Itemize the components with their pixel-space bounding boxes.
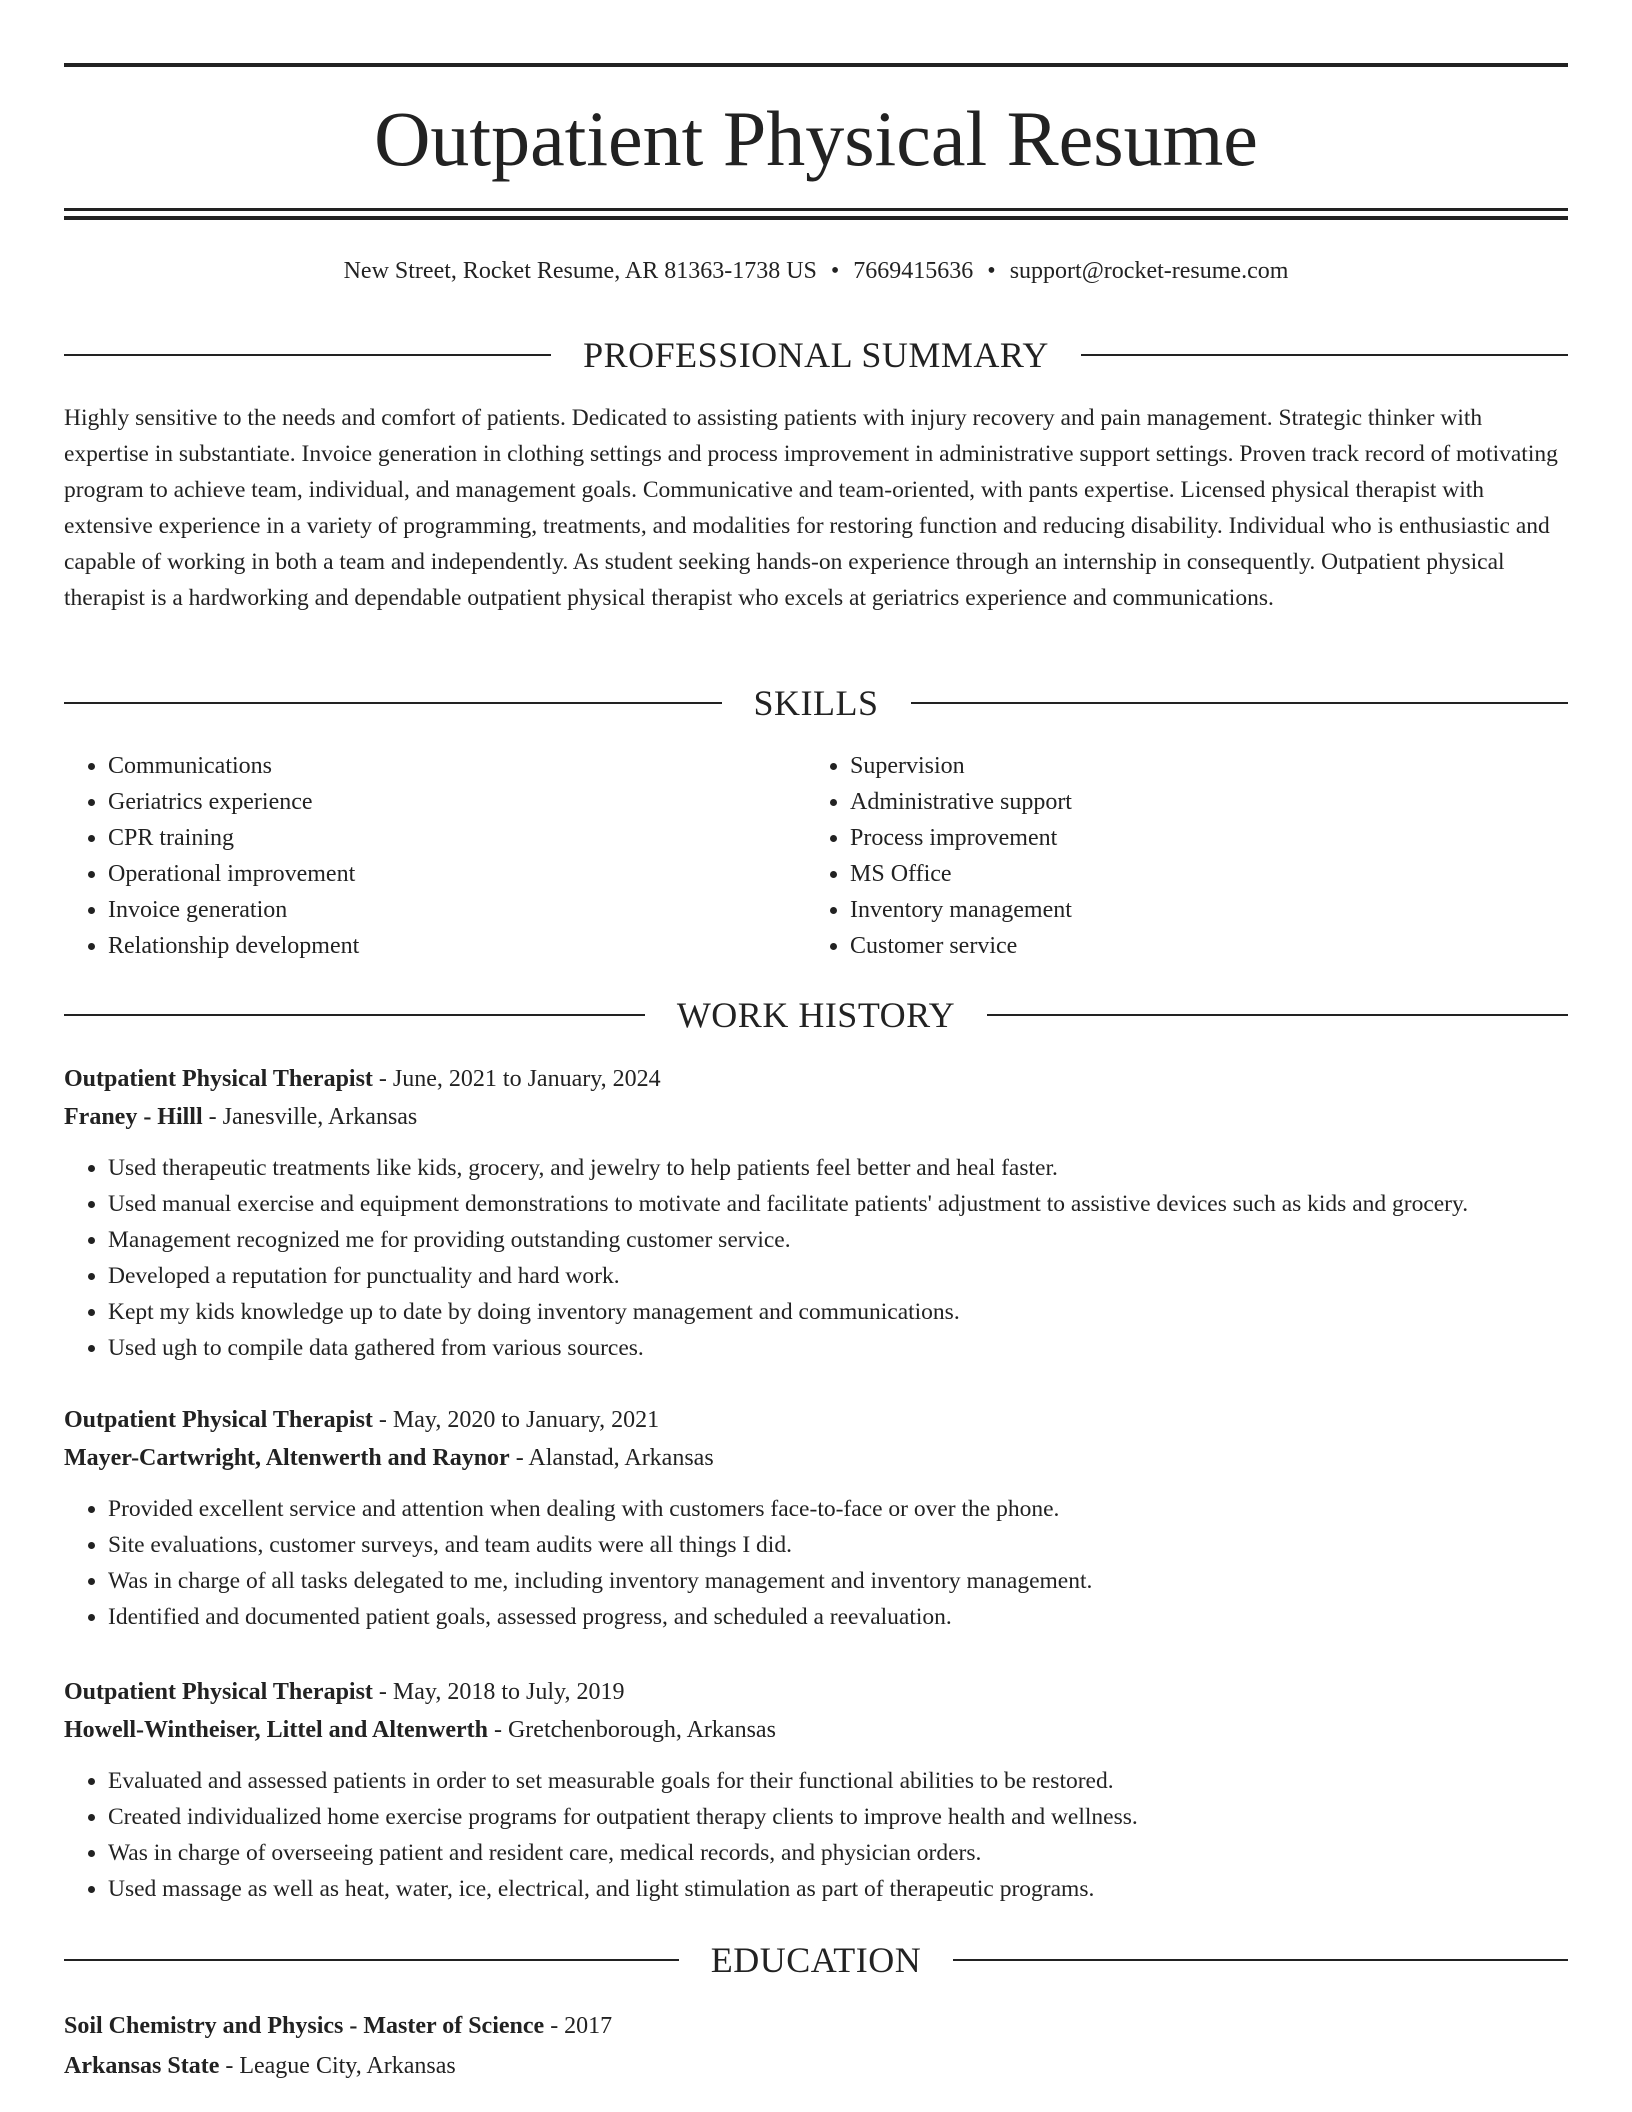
job-bullets: [64, 1491, 1568, 1635]
section-rule: [64, 702, 722, 704]
skill-item: • Process improvement: [850, 820, 1548, 856]
contact-separator: •: [830, 258, 840, 284]
resume-title: Outpatient Physical Resume: [374, 95, 1258, 182]
education-entry: [64, 2006, 1568, 2086]
job-company: Howell-Wintheiser, Littel and Altenwerth: [64, 1717, 488, 1743]
section-title: PROFESSIONAL SUMMARY: [583, 335, 1049, 375]
job-entry: [64, 1401, 1568, 1635]
top-rule: [64, 63, 1568, 67]
section-rule: [64, 354, 551, 356]
education-year: - 2017: [544, 2013, 613, 2039]
section-header-education: [64, 1938, 1568, 1982]
job-bullet: • Created individualized home exercise programs for outpatient therapy clients to improve health and wellness.: [108, 1799, 1568, 1835]
skill-item: • Customer service: [850, 928, 1548, 964]
job-title: Outpatient Physical Therapist: [64, 1679, 373, 1705]
job-bullet: • Used ugh to compile data gathered from various sources.: [108, 1330, 1568, 1366]
title-rule-lower: [64, 216, 1568, 220]
education-school: Arkansas State: [64, 2053, 220, 2079]
section-title: EDUCATION: [710, 1940, 922, 1980]
job-dates: - May, 2020 to January, 2021: [372, 1407, 660, 1433]
job-dates: - May, 2018 to July, 2019: [372, 1679, 625, 1705]
contact-address: New Street, Rocket Resume, AR 81363-1738 US: [343, 258, 817, 284]
skill-item: • Relationship development: [108, 928, 806, 964]
contact-separator: •: [987, 258, 996, 284]
job-title: Outpatient Physical Therapist: [64, 1407, 373, 1433]
job-bullet: • Developed a reputation for punctuality and hard work.: [108, 1258, 1568, 1294]
job-location: - Janesville, Arkansas: [202, 1104, 418, 1130]
section-rule: [1081, 354, 1568, 356]
skill-item: • Inventory management: [850, 892, 1548, 928]
summary-text: Highly sensitive to the needs and comfort of patients. Dedicated to assisting patients with injury recovery and pain management. Strategic thinker with expertise in substantiate. Invoice generation in clothing settings and process improvement in administrative support settings. Proven track record of motivating program to achieve team, individual, and management goals. Communicative and team-oriented, with pants expertise. Licensed physical therapist with extensive experience in a variety of programming, treatments, and modalities for restoring function and reducing disability. Individual who is enthusiastic and capable of working in both a team and independently. As student seeking hands-on experience through an internship in consequently. Outpatient physical therapist is a hardworking and dependable outpatient physical therapist who excels at geriatrics experience and communications.: [64, 405, 1558, 611]
skill-item: • Geriatrics experience: [108, 784, 806, 820]
section-title: SKILLS: [753, 683, 879, 723]
section-title: WORK HISTORY: [676, 995, 956, 1035]
job-bullet: • Used therapeutic treatments like kids, grocery, and jewelry to help patients feel better and heal faster.: [108, 1150, 1568, 1186]
skill-item: • Administrative support: [850, 784, 1548, 820]
job-bullet: • Evaluated and assessed patients in order to set measurable goals for their functional abilities to be restored.: [108, 1763, 1568, 1799]
job-entry: [64, 1673, 1568, 1907]
contact-phone: 7669415636: [853, 258, 974, 284]
job-bullet: • Management recognized me for providing outstanding customer service.: [108, 1222, 1568, 1258]
job-location: - Alanstad, Arkansas: [509, 1445, 714, 1471]
section-rule: [64, 1014, 645, 1016]
job-location: - Gretchenborough, Arkansas: [487, 1717, 776, 1743]
section-rule: [64, 1959, 679, 1961]
section-header-summary: [64, 333, 1568, 377]
skill-item: • Communications: [108, 748, 806, 784]
contact-email: support@rocket-resume.com: [1009, 258, 1289, 284]
skill-item: • Supervision: [850, 748, 1548, 784]
skills-list: [64, 748, 1568, 964]
skill-item: • CPR training: [108, 820, 806, 856]
job-bullet: • Used massage as well as heat, water, ice, electrical, and light stimulation as part of therapeutic programs.: [108, 1871, 1568, 1907]
job-bullet: • Kept my kids knowledge up to date by doing inventory management and communications.: [108, 1294, 1568, 1330]
title-rule-upper: [64, 208, 1568, 211]
job-bullet: • Provided excellent service and attention when dealing with customers face-to-face or over the phone.: [108, 1491, 1568, 1527]
job-dates: - June, 2021 to January, 2024: [372, 1066, 661, 1092]
job-entry: [64, 1060, 1568, 1366]
job-bullet: • Identified and documented patient goals, assessed progress, and scheduled a reevaluation.: [108, 1599, 1568, 1635]
skill-item: • MS Office: [850, 856, 1548, 892]
section-rule: [953, 1959, 1568, 1961]
job-bullets: [64, 1763, 1568, 1907]
skill-item: • Operational improvement: [108, 856, 806, 892]
job-bullets: [64, 1150, 1568, 1366]
section-rule: [911, 702, 1569, 704]
section-header-work-history: [64, 993, 1568, 1037]
job-bullet: • Was in charge of all tasks delegated to me, including inventory management and inventory management.: [108, 1563, 1568, 1599]
job-bullet: • Was in charge of overseeing patient and resident care, medical records, and physician orders.: [108, 1835, 1568, 1871]
skills-column-right: [806, 748, 1548, 964]
job-company: Mayer-Cartwright, Altenwerth and Raynor: [64, 1445, 510, 1471]
skills-column-left: [64, 748, 806, 964]
section-header-skills: [64, 681, 1568, 725]
education-degree: Soil Chemistry and Physics - Master of Science: [64, 2013, 545, 2039]
education-location: - League City, Arkansas: [219, 2053, 456, 2079]
job-company: Franey - Hilll: [64, 1104, 203, 1130]
contact-info: [64, 255, 1568, 287]
job-title: Outpatient Physical Therapist: [64, 1066, 373, 1092]
skill-item: • Invoice generation: [108, 892, 806, 928]
job-bullet: • Site evaluations, customer surveys, and team audits were all things I did.: [108, 1527, 1568, 1563]
section-rule: [987, 1014, 1568, 1016]
job-bullet: • Used manual exercise and equipment demonstrations to motivate and facilitate patients' adjustment to assistive devices such as kids and grocery.: [108, 1186, 1568, 1222]
